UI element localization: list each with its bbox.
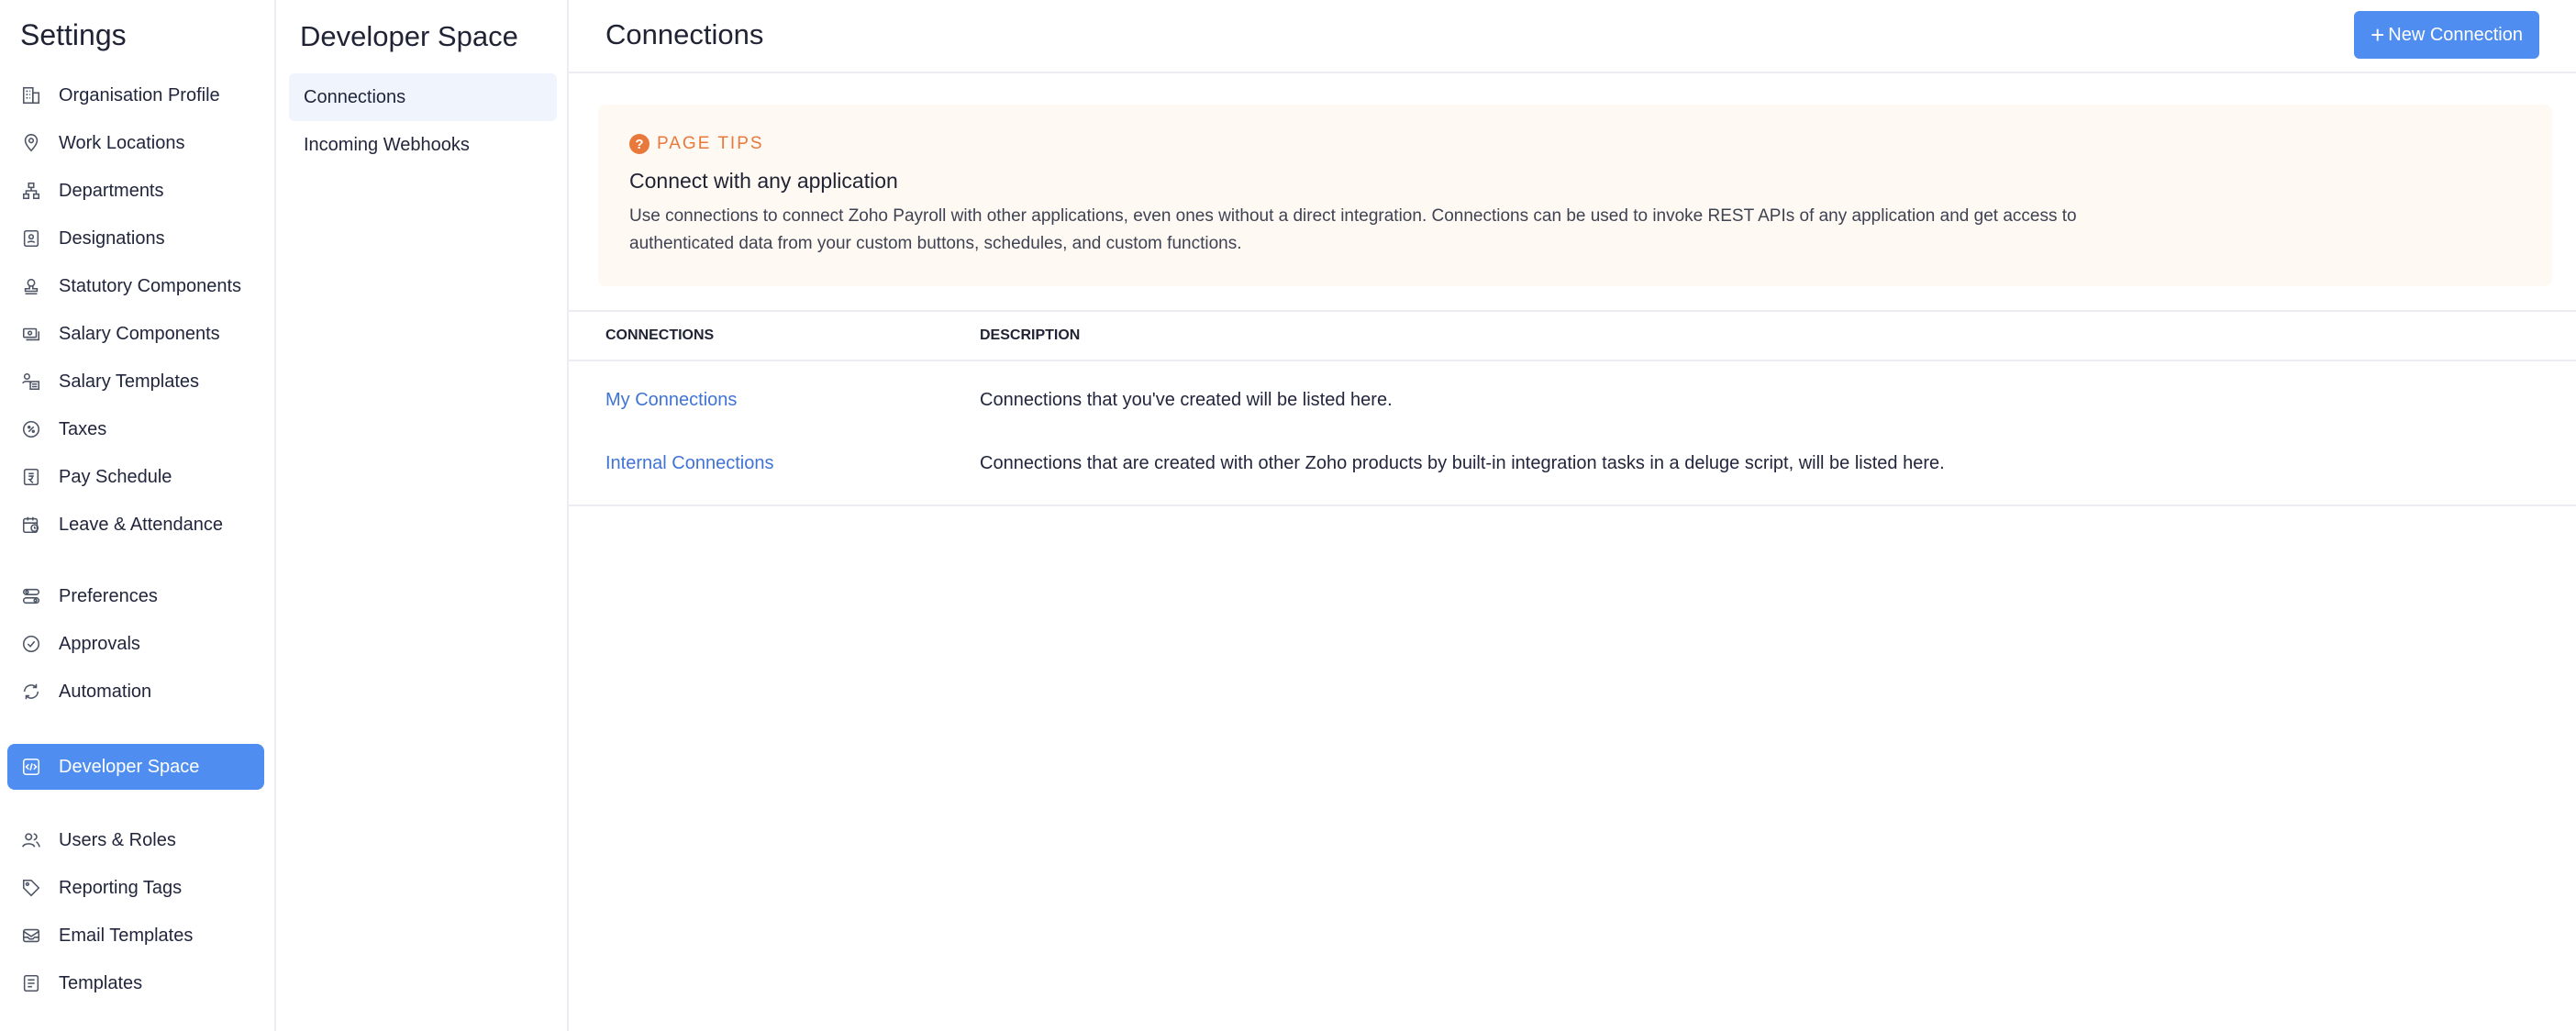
org-chart-icon — [20, 180, 42, 202]
sidebar-item-preferences[interactable] — [7, 573, 264, 619]
sidebar-item-taxes[interactable] — [7, 406, 264, 452]
sub-sidebar-title: Developer Space — [300, 20, 518, 52]
page-tips-label: PAGE TIPS — [657, 134, 764, 153]
new-connection-button[interactable] — [2354, 11, 2539, 59]
nav-group-dev — [7, 744, 264, 792]
sidebar-item-label: Reporting Tags — [59, 877, 183, 898]
sub-sidebar-list — [289, 73, 557, 169]
page-tips-body: Use connections to connect Zoho Payroll with other applications, even ones without a direct integration. Connections can be used to invoke REST APIs of any application and get access to authenticated data from your custom buttons, schedules, and custom functions. — [629, 206, 2077, 253]
main-content — [569, 0, 2576, 1031]
sidebar-item-designations[interactable] — [7, 216, 264, 261]
sidebar-item-label: Approvals — [59, 633, 140, 654]
building-icon — [20, 84, 42, 106]
sidebar-item-organisation-profile[interactable] — [7, 72, 264, 118]
document-icon — [20, 972, 42, 994]
sidebar-item-label: Departments — [59, 180, 164, 201]
page-title: Connections — [605, 18, 764, 50]
sidebar-item-label: Developer Space — [59, 756, 200, 777]
sidebar-item-automation[interactable] — [7, 669, 264, 715]
subnav-item-incoming-webhooks[interactable]: Incoming Webhooks — [304, 134, 470, 155]
sidebar-item-label: Taxes — [59, 418, 107, 439]
sidebar-item-label: Automation — [59, 681, 152, 702]
sidebar-item-label: Salary Components — [59, 323, 220, 344]
sidebar-item-leave-attendance[interactable] — [7, 502, 264, 548]
plus-icon: + — [2371, 21, 2385, 49]
table-row — [569, 369, 2576, 432]
table-header — [569, 310, 2576, 361]
sidebar-item-email-templates[interactable] — [7, 913, 264, 959]
settings-sidebar — [0, 0, 276, 1031]
my-connections-link[interactable]: My Connections — [605, 390, 738, 410]
settings-title: Settings — [20, 18, 127, 51]
refresh-icon — [20, 681, 42, 703]
developer-space-sidebar — [276, 0, 569, 1031]
nav-group-org — [7, 72, 264, 549]
sidebar-item-label: Organisation Profile — [59, 84, 220, 105]
id-badge-icon — [20, 227, 42, 249]
code-icon — [20, 756, 42, 778]
sidebar-item-reporting-tags[interactable] — [7, 865, 264, 911]
template-person-icon — [20, 371, 42, 393]
page-tips-heading: Connect with any application — [629, 169, 898, 193]
table-body — [569, 361, 2576, 506]
money-icon — [20, 323, 42, 345]
sidebar-item-departments[interactable] — [7, 168, 264, 214]
column-header-description: DESCRIPTION — [980, 327, 1081, 343]
table-row — [569, 432, 2576, 495]
toggles-icon — [20, 585, 42, 607]
check-circle-icon — [20, 633, 42, 655]
sidebar-item-label: Email Templates — [59, 925, 194, 946]
users-icon — [20, 829, 42, 851]
sidebar-item-salary-templates[interactable] — [7, 359, 264, 405]
nav-group-admin — [7, 817, 264, 1008]
new-connection-label: New Connection — [2388, 24, 2523, 45]
connections-table — [569, 310, 2576, 506]
stamp-icon — [20, 275, 42, 297]
sidebar-item-label: Pay Schedule — [59, 466, 172, 487]
row-description: Connections that you've created will be listed here. — [980, 390, 1393, 410]
sidebar-item-developer-space[interactable] — [7, 744, 264, 790]
sidebar-item-pay-schedule[interactable] — [7, 454, 264, 500]
subnav-item-connections[interactable]: Connections — [289, 73, 557, 121]
rupee-calendar-icon — [20, 466, 42, 488]
sidebar-item-label: Statutory Components — [59, 275, 241, 296]
sidebar-item-label: Templates — [59, 972, 143, 993]
sidebar-item-label: Users & Roles — [59, 829, 176, 850]
tax-percent-icon — [20, 418, 42, 440]
row-description: Connections that are created with other Zoho products by built-in integration tasks in a deluge script, will be listed here. — [980, 453, 1945, 473]
mail-icon — [20, 925, 42, 947]
tag-icon — [20, 877, 42, 899]
page-tips-panel — [598, 105, 2552, 286]
sidebar-item-label: Leave & Attendance — [59, 514, 224, 535]
sidebar-item-label: Work Locations — [59, 132, 185, 153]
calendar-clock-icon — [20, 514, 42, 536]
sidebar-item-label: Designations — [59, 227, 165, 249]
sidebar-item-templates[interactable] — [7, 960, 264, 1006]
sidebar-item-work-locations[interactable] — [7, 120, 264, 166]
page-tips-header — [629, 134, 2521, 154]
internal-connections-link[interactable]: Internal Connections — [605, 453, 774, 473]
page-header — [569, 0, 2576, 73]
sidebar-item-users-roles[interactable] — [7, 817, 264, 863]
location-pin-icon — [20, 132, 42, 154]
sidebar-item-approvals[interactable] — [7, 621, 264, 667]
question-icon: ? — [629, 134, 650, 154]
sidebar-item-label: Salary Templates — [59, 371, 200, 392]
sidebar-item-label: Preferences — [59, 585, 158, 606]
sidebar-item-salary-components[interactable] — [7, 311, 264, 357]
column-header-connections: CONNECTIONS — [605, 327, 715, 343]
nav-group-prefs — [7, 573, 264, 716]
sidebar-item-statutory-components[interactable] — [7, 263, 264, 309]
